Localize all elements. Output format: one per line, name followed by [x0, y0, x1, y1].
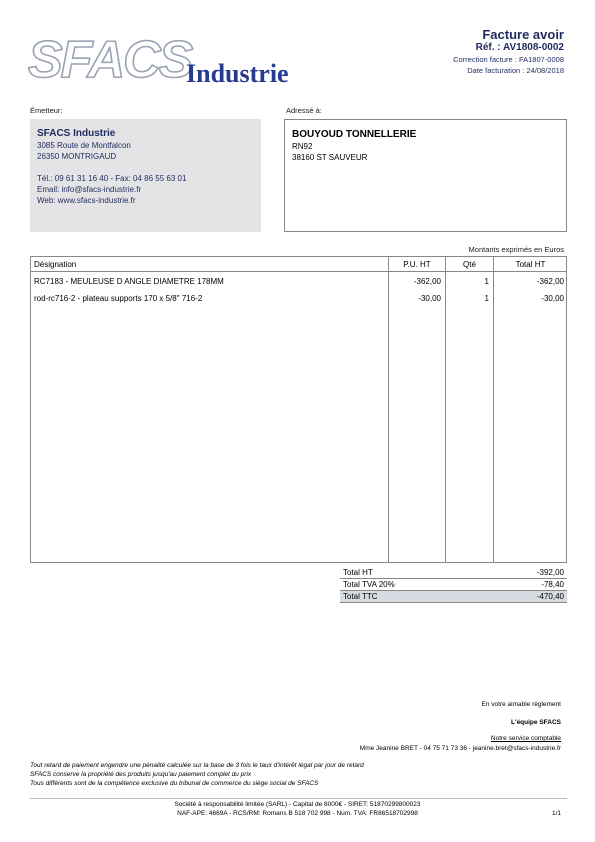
total-tva-value: -78,40 — [541, 580, 564, 589]
row-designation: RC7183 - MEULEUSE D ANGLE DIAMETRE 178MM — [34, 277, 224, 286]
issuer-web: Web: www.sfacs-industrie.fr — [37, 196, 136, 205]
recipient-label: Adressé à: — [286, 106, 322, 115]
issuer-label: Émetteur: — [30, 106, 63, 115]
issuer-name: SFACS Industrie — [37, 128, 116, 139]
recipient-box — [284, 119, 567, 232]
issuer-phone: Tél.: 09 61 31 16 40 - Fax: 04 86 55 63 01 — [37, 174, 187, 183]
total-tva-row — [340, 579, 567, 591]
currency-note: Montants exprimés en Euros — [468, 245, 564, 254]
document-title: Facture avoir — [482, 27, 564, 42]
total-ht-value: -392,00 — [536, 568, 564, 577]
page-number: 1/1 — [551, 810, 561, 817]
total-ttc-value: -470,40 — [536, 592, 564, 601]
total-tva-label: Total TVA 20% — [343, 580, 395, 589]
total-ttc-label: Total TTC — [343, 592, 378, 601]
row-qty: 1 — [484, 277, 489, 286]
header-total: Total HT — [515, 260, 546, 269]
total-ht-label: Total HT — [343, 568, 373, 577]
row-unit-price: -362,00 — [413, 277, 441, 286]
recipient-address-line1: RN92 — [292, 142, 313, 151]
recipient-address-line2: 38160 ST SAUVEUR — [292, 153, 368, 162]
correction-reference: Correction facture : FA1807-0008 — [453, 55, 564, 64]
row-designation: rod-rc716-2 - plateau supports 170 x 5/8" 716-2 — [34, 294, 203, 303]
header-qty: Qté — [463, 260, 476, 269]
row-total: -362,00 — [536, 277, 564, 286]
row-unit-price: -30,00 — [418, 294, 441, 303]
issuer-address-line2: 26350 MONTRIGAUD — [37, 152, 117, 161]
issuer-address-line1: 3085 Route de Montfalcon — [37, 141, 131, 150]
total-ttc-row — [340, 591, 567, 603]
recipient-name: BOUYOUD TONNELLERIE — [292, 129, 417, 140]
logo-brand: SFACS — [28, 31, 192, 89]
legal-line: Tous différents sont de la compétence exclusive du tribunal de commerce du siège social de SFACS — [30, 780, 319, 787]
company-logo — [28, 30, 318, 90]
total-ht-row — [340, 567, 567, 579]
row-qty: 1 — [484, 294, 489, 303]
signature-team: L'équipe SFACS — [511, 719, 561, 726]
row-total: -30,00 — [541, 294, 564, 303]
header-unit-price: P.U. HT — [403, 260, 431, 269]
items-table — [30, 256, 567, 563]
invoice-date: Date facturation : 24/08/2018 — [467, 66, 564, 75]
logo-suffix: Industrie — [186, 59, 289, 88]
header-designation: Désignation — [34, 260, 77, 269]
legal-line: SFACS conserve la propriété des produits jusqu'au paiement complet du prix — [30, 771, 252, 778]
signature-service: Notre service comptable — [490, 735, 561, 742]
header-divider — [31, 271, 566, 272]
issuer-box — [30, 119, 261, 232]
legal-line: Tout retard de paiement engendre une pénalité calculée sur la base de 3 fois le taux d'intérêt légal par jour de retard — [30, 762, 364, 769]
company-info-line: Société à responsabilité limitée (SARL) - Capital de 8000€ - SIRET: 51870299800023 — [174, 801, 421, 808]
document-reference: Réf. : AV1808-0002 — [475, 42, 564, 53]
signature-greeting: En votre aimable règlement — [481, 701, 561, 708]
issuer-email: Email: info@sfacs-industrie.fr — [37, 185, 142, 194]
signature-contact: Mme Jeanine BRET - 04 75 71 73 36 - jeanine.bret@sfacs-industrie.fr — [359, 745, 561, 752]
company-info-line: NAF-APE: 4669A - RCS/RM: Romans B 518 702 998 - Num. TVA: FR86518702998 — [177, 810, 418, 817]
totals-block — [340, 567, 567, 603]
footer-divider — [30, 798, 567, 799]
